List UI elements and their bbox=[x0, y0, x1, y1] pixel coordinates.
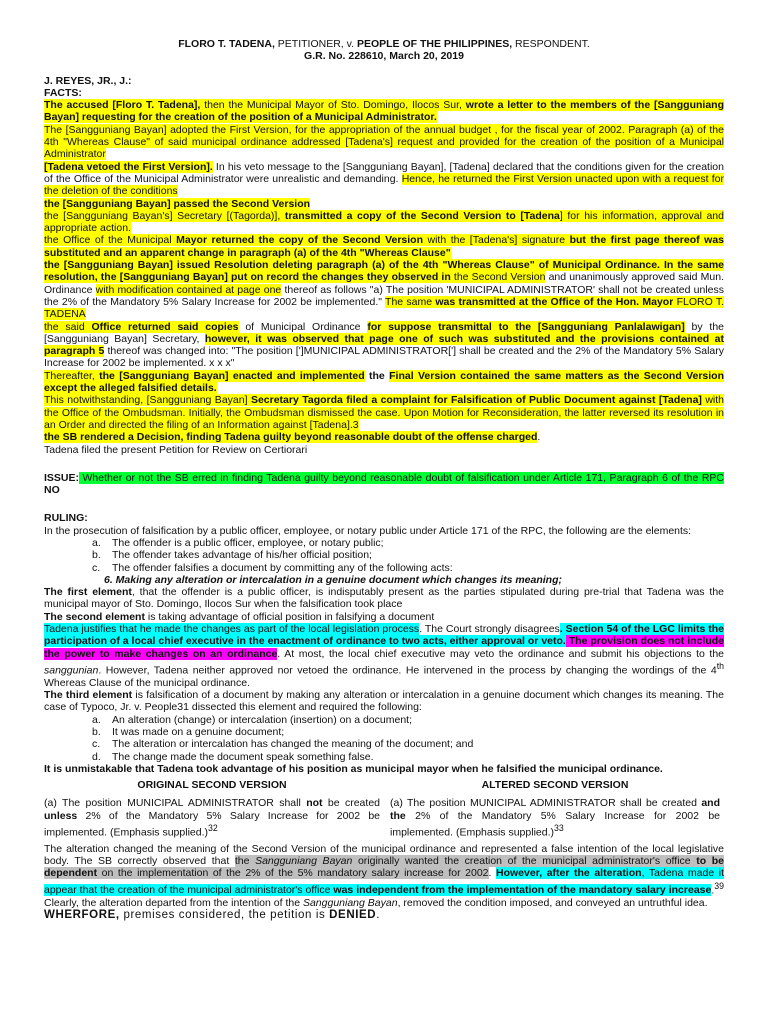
ruling-intro: In the prosecution of falsification by a public officer, employee, or notary public under Article 171 of the RPC, the following are the elements: bbox=[44, 524, 692, 537]
act-six: 6. Making any alteration or intercalation in a genuine document which changes its meaning; bbox=[104, 573, 563, 586]
wherefore bbox=[44, 909, 724, 921]
neither-approved: . However, Tadena neither approved nor vetoed the ordinance. He intervened in the process by changing the wordings of the 4 bbox=[98, 664, 717, 677]
conc-k: , removed the condition imposed, and conveyed an untruthful idea. bbox=[397, 896, 708, 909]
issue-label: ISSUE: bbox=[44, 471, 80, 484]
list-text: The offender falsifies a document by committing any of the following acts: bbox=[112, 561, 453, 574]
ordinal-suffix: th bbox=[716, 660, 724, 671]
facts-paragraph-11 bbox=[44, 431, 724, 443]
original-version-heading: ORIGINAL SECOND VERSION bbox=[137, 779, 287, 792]
second-element-text: is taking advantage of official position in falsifying a document bbox=[144, 610, 435, 623]
fact-enacted: the [Sangguniang Bayan] enacted and implemented bbox=[99, 369, 365, 382]
conc-footnote: 39 bbox=[714, 880, 724, 891]
orig-text-a: (a) The position MUNICIPAL ADMINISTRATOR shall bbox=[44, 797, 307, 810]
fact-mayor: then the Municipal Mayor of Sto. Domingo, Ilocos Sur, bbox=[200, 99, 466, 112]
no-power-to-change: The provision does not include the power to make changes on an ordinance bbox=[44, 635, 724, 660]
unmistakable: It is unmistakable that Tadena took advantage of his position as municipal mayor when he falsified the municipal ordinance. bbox=[44, 762, 663, 775]
conc-d: on the implementation of the 2% of the 5% mandatory salary increase for 2002 bbox=[97, 867, 489, 880]
conclusion bbox=[44, 843, 724, 909]
petitioner-label: PETITIONER, v. bbox=[274, 38, 357, 50]
list-text: The offender takes advantage of his/her official position; bbox=[112, 549, 372, 562]
alt-text-b: 2% of the Mandatory 5% Salary Increase for 2002 be implemented. (Emphasis supplied.) bbox=[390, 809, 720, 839]
list-item bbox=[92, 738, 724, 750]
list-text: The offender is a public officer, employee, or notary public; bbox=[112, 536, 384, 549]
fact-secretary: the [Sangguniang Bayan's] Secretary [(Tagorda)], bbox=[44, 209, 285, 222]
list-letter: b. bbox=[92, 549, 101, 562]
first-element bbox=[44, 586, 724, 611]
issue bbox=[44, 472, 724, 497]
fact-thereafter: Thereafter, bbox=[44, 369, 100, 382]
court-disagrees: . The Court strongly disagrees bbox=[419, 623, 560, 636]
wherefore-denied: DENIED bbox=[329, 908, 377, 921]
second-element-discussion bbox=[44, 623, 724, 689]
fact-page-substituted: however, it was observed that page one of such was substituted and the provisions contained at paragraph 5 bbox=[44, 332, 724, 358]
conc-however: However, after the alteration bbox=[496, 867, 642, 880]
conc-b2: originally wanted the creation of the municipal administrator's office bbox=[352, 855, 697, 868]
case-number: G.R. No. 228610, March 20, 2019 bbox=[304, 50, 464, 63]
wherefore-period: . bbox=[376, 908, 380, 921]
petitioner-name: FLORO T. TADENA, bbox=[178, 38, 275, 50]
conc-independent: was independent from the implementation of the mandatory salary increase bbox=[333, 884, 712, 897]
conc-b: the bbox=[234, 855, 256, 868]
orig-not: not bbox=[306, 797, 323, 810]
requirements-list bbox=[44, 714, 724, 763]
version-comparison bbox=[44, 779, 724, 839]
conc-g: , Tadena made it appear that the creation of the municipal administrator's office bbox=[44, 867, 725, 897]
facts-paragraph-9 bbox=[44, 370, 724, 395]
facts-paragraph-3 bbox=[44, 161, 724, 198]
fact-guilty: , finding Tadena guilty beyond reasonable doubt of the offense charged bbox=[180, 431, 538, 444]
fact-same: The same bbox=[385, 295, 436, 308]
issue-answer: NO bbox=[44, 484, 60, 497]
list-text: The alteration or intercalation has changed the meaning of the document; and bbox=[112, 738, 474, 751]
fact-decision: the SB rendered a Decision bbox=[44, 431, 181, 444]
list-letter: a. bbox=[92, 713, 101, 726]
fact-mayor-returned: Mayor returned the copy of the Second Version bbox=[176, 234, 423, 247]
first-element-label: The first element bbox=[44, 586, 132, 599]
respondent-label: RESPONDENT. bbox=[512, 38, 590, 50]
list-item bbox=[92, 537, 724, 549]
alt-and: and the bbox=[390, 797, 720, 822]
fact-ombudsman: with the Office of the Ombudsman. Initially, the Ombudsman dismissed the case. Upon Motion for Reconsideration, the latter reversed its resolution in an Order bbox=[44, 394, 725, 431]
altered-version-heading: ALTERED SECOND VERSION bbox=[481, 779, 629, 792]
facts-paragraph-7 bbox=[44, 259, 724, 320]
whereas-clause: Whereas Clause of the municipal ordinance. bbox=[44, 676, 251, 689]
fact-veto-message: In his veto message to the [Sangguniang Bayan], [Tadena] declared that the conditions given for the creation of the Office of the Municipal Administrator were unrealistic and demanding. bbox=[44, 160, 724, 185]
fact-second-version: the [Sangguniang Bayan] passed the Second Version bbox=[44, 197, 311, 210]
orig-unless: unless bbox=[44, 809, 78, 822]
fact-info: ] for his information, approval and appropriate action. bbox=[44, 209, 724, 235]
fact-transmittal: for suppose transmittal to the [Sangguniang Panlalawigan] bbox=[367, 320, 685, 333]
elements-list bbox=[44, 537, 724, 574]
conc-dependent: to be dependent bbox=[44, 855, 724, 880]
third-element-label: The third element bbox=[44, 689, 133, 702]
fact-transmitted: transmitted a copy of the Second Version to [Tadena bbox=[284, 209, 560, 222]
list-item bbox=[92, 726, 724, 738]
respondent-name: PEOPLE OF THE PHILIPPINES, bbox=[356, 38, 513, 50]
list-letter: b. bbox=[92, 725, 101, 738]
facts-paragraph-10 bbox=[44, 394, 724, 431]
fact-accused: The accused [Floro T. Tadena], bbox=[44, 99, 201, 112]
first-element-text: , that the offender is a public officer, is indisputably present as the parties stipulated during pre-trial that Tadena was the municipal mayor of Sto. Domingo, Ilocos Sur when the falsification took place bbox=[44, 586, 724, 611]
third-element bbox=[44, 689, 724, 714]
second-element-label: The second element bbox=[44, 610, 145, 623]
second-element bbox=[44, 611, 724, 623]
alt-footnote: 33 bbox=[554, 823, 564, 834]
facts-paragraph-5 bbox=[44, 210, 724, 235]
fact-returned: Hence, he returned the First Version unacted upon with a request for the deletion of the conditions bbox=[44, 172, 725, 198]
fact-sb-secretary: by the [Sangguniang Bayan] Secretary, bbox=[44, 320, 725, 345]
fact-modification: with modification contained at page one bbox=[95, 283, 282, 296]
fact-office-returned: Office returned said copies bbox=[91, 320, 239, 333]
conc-j: Clearly, the alteration departed from the intention of the bbox=[44, 896, 303, 909]
fact-mayor-name: FLORO T. TADENA bbox=[44, 295, 725, 321]
fact-the: the bbox=[364, 369, 390, 382]
list-item bbox=[92, 751, 724, 763]
facts-heading: FACTS: bbox=[44, 86, 82, 99]
fact-information: and directed the filing of an Information against [Tadena].3 bbox=[85, 418, 359, 431]
document-page bbox=[44, 38, 724, 921]
fact-mun-ordinance: of Municipal Ordinance bbox=[238, 320, 368, 333]
fact-quote-a: thereof as follows "a) The position 'MUNICIPAL ADMINISTRATOR' shall not be created unless the 2% of the Mandatory 5% Salary Increase for 2002 be implemented." bbox=[44, 283, 724, 308]
fact-period: . bbox=[537, 431, 541, 444]
third-element-text: is falsification of a document by making any alteration or intercalation in a genuine document which changes its meaning. The case of Typoco, Jr. v. People31 dissected this element and required the following: bbox=[44, 689, 724, 714]
list-item bbox=[92, 714, 724, 726]
facts-paragraph-12: Tadena filed the present Petition for Review on Certiorari bbox=[44, 443, 308, 456]
fact-substituted: but the first page thereof was substituted and an apparent change in paragraph (a) of the 4th "Whereas Clause" bbox=[44, 234, 724, 259]
altered-version-column bbox=[384, 779, 724, 839]
facts-paragraph-1 bbox=[44, 99, 724, 124]
facts-paragraph-6 bbox=[44, 234, 724, 259]
list-text: The change made the document speak something false. bbox=[112, 750, 374, 763]
fact-notwithstanding: This notwithstanding, [Sangguniang Bayan] bbox=[44, 394, 251, 407]
original-version-text bbox=[44, 797, 380, 838]
fact-signature: with the [Tadena's] signature bbox=[423, 234, 570, 247]
list-letter: a. bbox=[92, 536, 101, 549]
facts-paragraph-2 bbox=[44, 124, 724, 161]
sanggunian: sanggunian bbox=[44, 664, 99, 677]
conc-sangguniang-2: Sangguniang Bayan bbox=[302, 896, 398, 909]
issue-text: Whether or not the SB erred in finding Tadena guilty beyond reasonable doubt of falsification under Article 171, Paragraph 6 of the RPC bbox=[79, 471, 724, 484]
case-title-line1 bbox=[44, 38, 724, 50]
section-54: . Section 54 of the LGC limits the participation of a local chief executive in the enactment of ordinance to two acts, either approval or veto. bbox=[44, 623, 724, 648]
conc-e: . bbox=[488, 867, 497, 880]
list-item bbox=[92, 562, 724, 574]
fact-final-version: Final Version contained the same matters as the Second Version except the alleged falsified details. bbox=[44, 369, 725, 395]
fact-said: the said bbox=[44, 320, 92, 333]
list-letter: d. bbox=[92, 750, 101, 763]
fact-changed-into: thereof was changed into: "The position [']MUNICIPAL ADMINISTRATOR['] shall be created and the 2% of the Mandatory 5% Salary Increase for 2002 be implemented. x x x" bbox=[44, 345, 724, 370]
original-version-column bbox=[44, 779, 384, 839]
facts-paragraph-4 bbox=[44, 198, 724, 210]
fact-second-version-ref: the Second Version bbox=[450, 271, 546, 284]
conc-sangguniang: Sangguniang Bayan bbox=[255, 855, 353, 868]
list-item bbox=[92, 549, 724, 561]
altered-version-text bbox=[390, 797, 720, 838]
at-most: . At most, the local chief executive may veto the ordinance and submit his objections to the bbox=[277, 647, 724, 660]
orig-footnote: 32 bbox=[208, 823, 218, 834]
fact-first-version: The [Sangguniang Bayan] adopted the First Version, for the appropriation of the annual budget , for the fiscal year of 2002. Paragraph (a) of the 4th "Whereas Clause" of said municipal ordinance addressed [Tadena's] request and provided for the creation of the position of a Municipal Administrator bbox=[44, 123, 724, 161]
orig-text-c: 2% of the Mandatory 5% Salary Increase for 2002 be implemented. (Emphasis supplied.) bbox=[44, 809, 380, 839]
wherefore-text: premises considered, the petition is bbox=[119, 908, 330, 921]
list-text: It was made on a genuine document; bbox=[112, 725, 285, 738]
fact-transmitted-mayor: was transmitted at the Office of the Hon. Mayor bbox=[435, 295, 674, 308]
fact-letter: wrote a letter to the members of the [Sangguniang Bayan] requesting for the creation of the position of a Municipal Administrator. bbox=[44, 99, 725, 124]
fact-veto: [Tadena vetoed the First Version]. bbox=[44, 160, 213, 173]
wherefore-label: WHERFORE, bbox=[44, 908, 120, 921]
ponente: J. REYES, JR., J.: bbox=[44, 74, 132, 87]
alt-text-a: (a) The position MUNICIPAL ADMINISTRATOR shall be created bbox=[390, 797, 702, 810]
fact-complaint: Secretary Tagorda filed a complaint for Falsification of Public Document against [Tadena] bbox=[250, 394, 702, 407]
fact-resolution: the [Sangguniang Bayan] issued Resolution deleting paragraph (a) of the 4th "Whereas Clause" of Municipal Ordinance. In the same resolution, the [Sangguniang Bayan] put on record the changes they observed in bbox=[44, 259, 724, 284]
ruling-heading: RULING: bbox=[44, 512, 88, 525]
tadena-justifies: Tadena justifies that he made the changes as part of the local legislation process bbox=[44, 623, 420, 636]
fact-office: the Office of the Municipal bbox=[44, 234, 177, 247]
list-letter: c. bbox=[92, 561, 101, 574]
list-letter: c. bbox=[92, 738, 101, 751]
list-text: An alteration (change) or intercalation (insertion) on a document; bbox=[112, 713, 412, 726]
conc-period: . bbox=[711, 884, 715, 897]
fact-approved: and unanimously approved said Mun. Ordinance bbox=[44, 271, 724, 296]
facts-paragraph-8 bbox=[44, 321, 724, 370]
orig-text-b: be created bbox=[322, 797, 380, 810]
conc-a: The alteration changed the meaning of the Second Version of the municipal ordinance and represented a false intention of the local legislative body. The SB correctly observed that bbox=[44, 842, 724, 868]
